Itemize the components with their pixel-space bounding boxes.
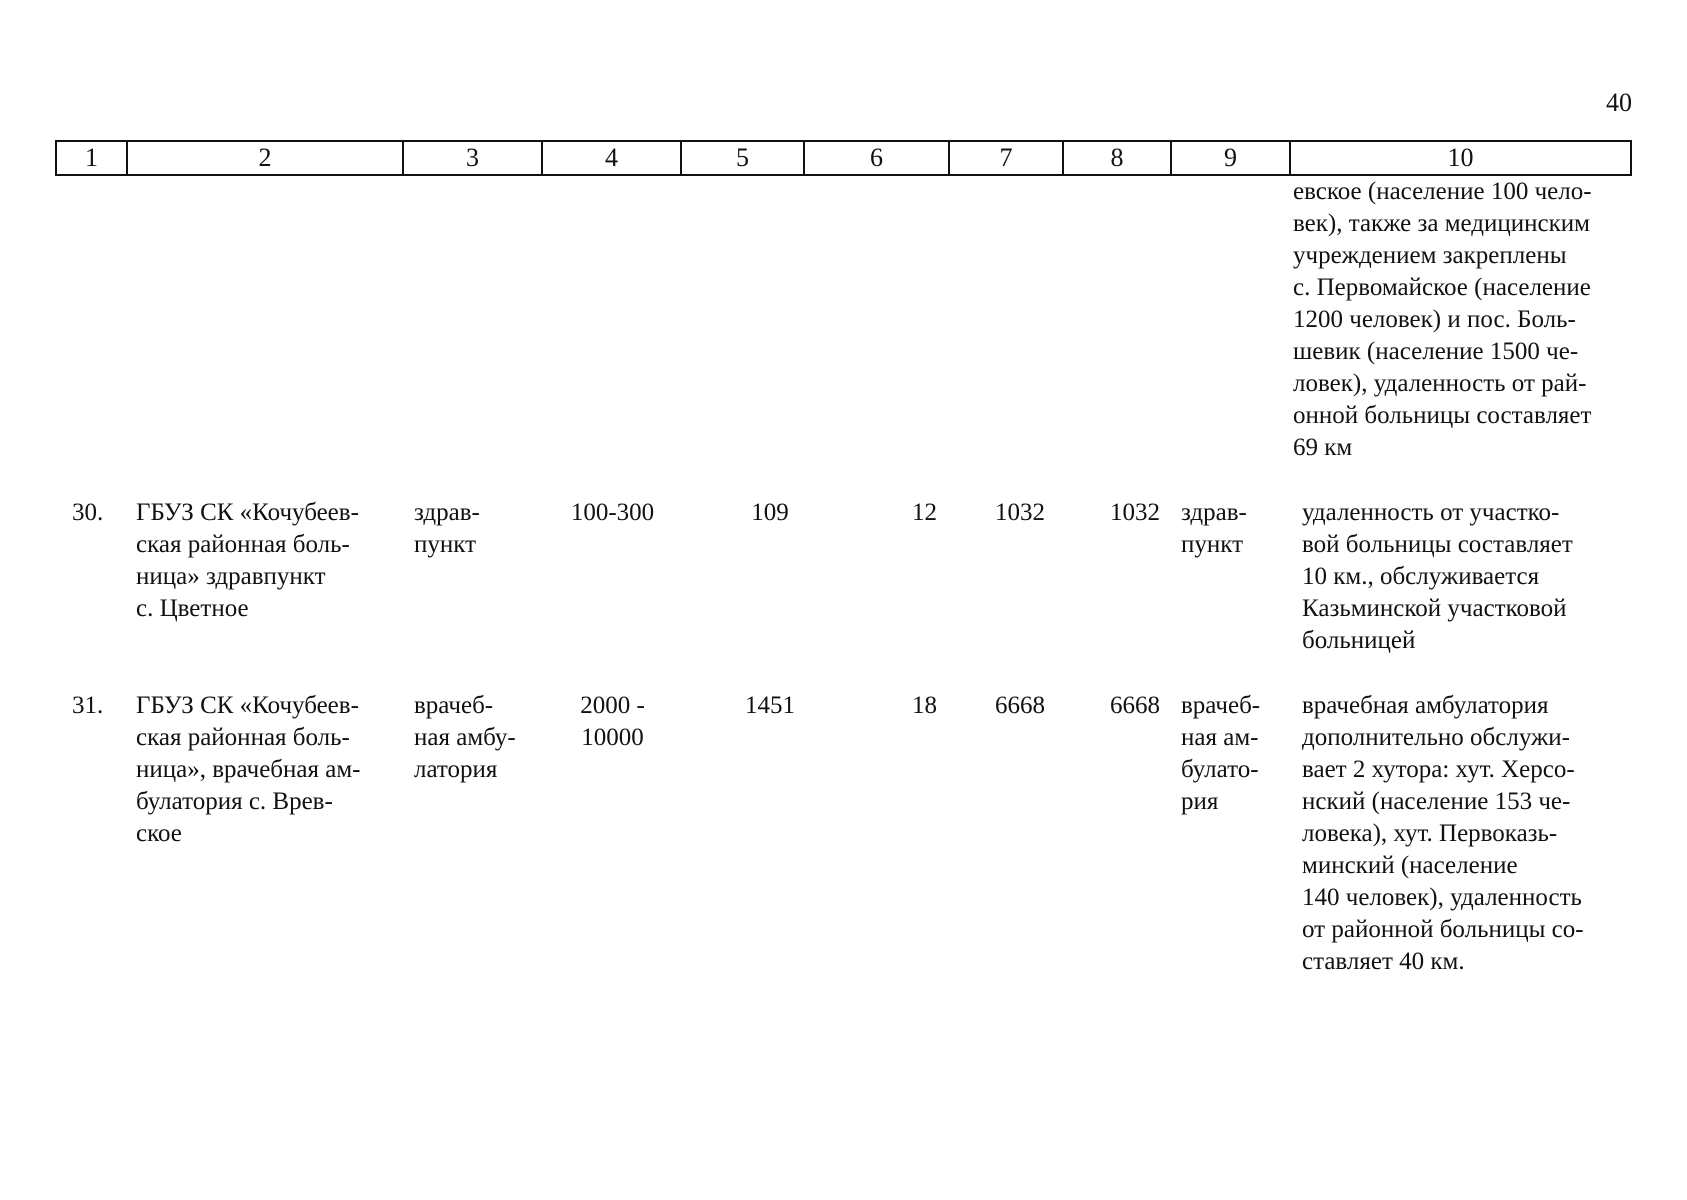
col7-value: 1032 bbox=[995, 499, 1045, 526]
column-header-table bbox=[55, 140, 1632, 176]
column-header-3: 3 bbox=[403, 141, 542, 175]
col5-value: 109 bbox=[751, 499, 789, 526]
institution-type: врачеб- ная амбу- латория bbox=[414, 692, 516, 783]
institution-name: ГБУЗ СК «Кочубеев- ская районная боль- ница», врачебная ам- булатория с. Врев- ское bbox=[136, 692, 361, 847]
column-header-5: 5 bbox=[681, 141, 804, 175]
column-header-4: 4 bbox=[542, 141, 681, 175]
institution-name: ГБУЗ СК «Кочубеев- ская районная боль- ница» здравпункт с. Цветное bbox=[136, 499, 359, 622]
col9-type: здрав- пункт bbox=[1181, 499, 1247, 558]
col8-value: 6668 bbox=[1110, 692, 1160, 719]
column-header-row bbox=[56, 141, 1631, 175]
col9-type: врачеб- ная ам- булато- рия bbox=[1181, 692, 1261, 815]
institution-type: здрав- пункт bbox=[414, 499, 480, 558]
population-range: 2000 - 10000 bbox=[580, 692, 645, 751]
column-header-8: 8 bbox=[1063, 141, 1171, 175]
column-header-2: 2 bbox=[127, 141, 403, 175]
col6-value: 18 bbox=[912, 692, 937, 719]
col5-value: 1451 bbox=[745, 692, 795, 719]
row-number: 30. bbox=[72, 499, 104, 526]
population-range: 100-300 bbox=[570, 499, 655, 526]
col6-value: 12 bbox=[912, 499, 937, 526]
column-header-7: 7 bbox=[949, 141, 1063, 175]
col10-notes: врачебная амбулатория дополнительно обслужи- вает 2 хутора: хут. Херсо- нский (население 153 че- ловека), хут. Первоказь- минский (население 140 человек), удаленность от районной больницы со- ставляет 40 км. bbox=[1302, 692, 1584, 975]
col10-notes: удаленность от участко- вой больницы составляет 10 км., обслуживается Казьминской участковой больницей bbox=[1302, 499, 1573, 654]
column-header-10: 10 bbox=[1290, 141, 1631, 175]
column-header-6: 6 bbox=[804, 141, 949, 175]
column-header-1: 1 bbox=[56, 141, 127, 175]
page-number: 40 bbox=[1606, 88, 1632, 117]
column-header-9: 9 bbox=[1171, 141, 1290, 175]
col7-value: 6668 bbox=[995, 692, 1045, 719]
col8-value: 1032 bbox=[1110, 499, 1160, 526]
row-number: 31. bbox=[72, 692, 104, 719]
continuation-col10-text: евское (население 100 чело- век), также за медицинским учреждением закреплены с. Первомайское (население 1200 человек) и пос. Боль- шевик (население 1500 че- ловек), удаленность от рай- онной больницы составляет 69 км bbox=[1293, 178, 1592, 461]
